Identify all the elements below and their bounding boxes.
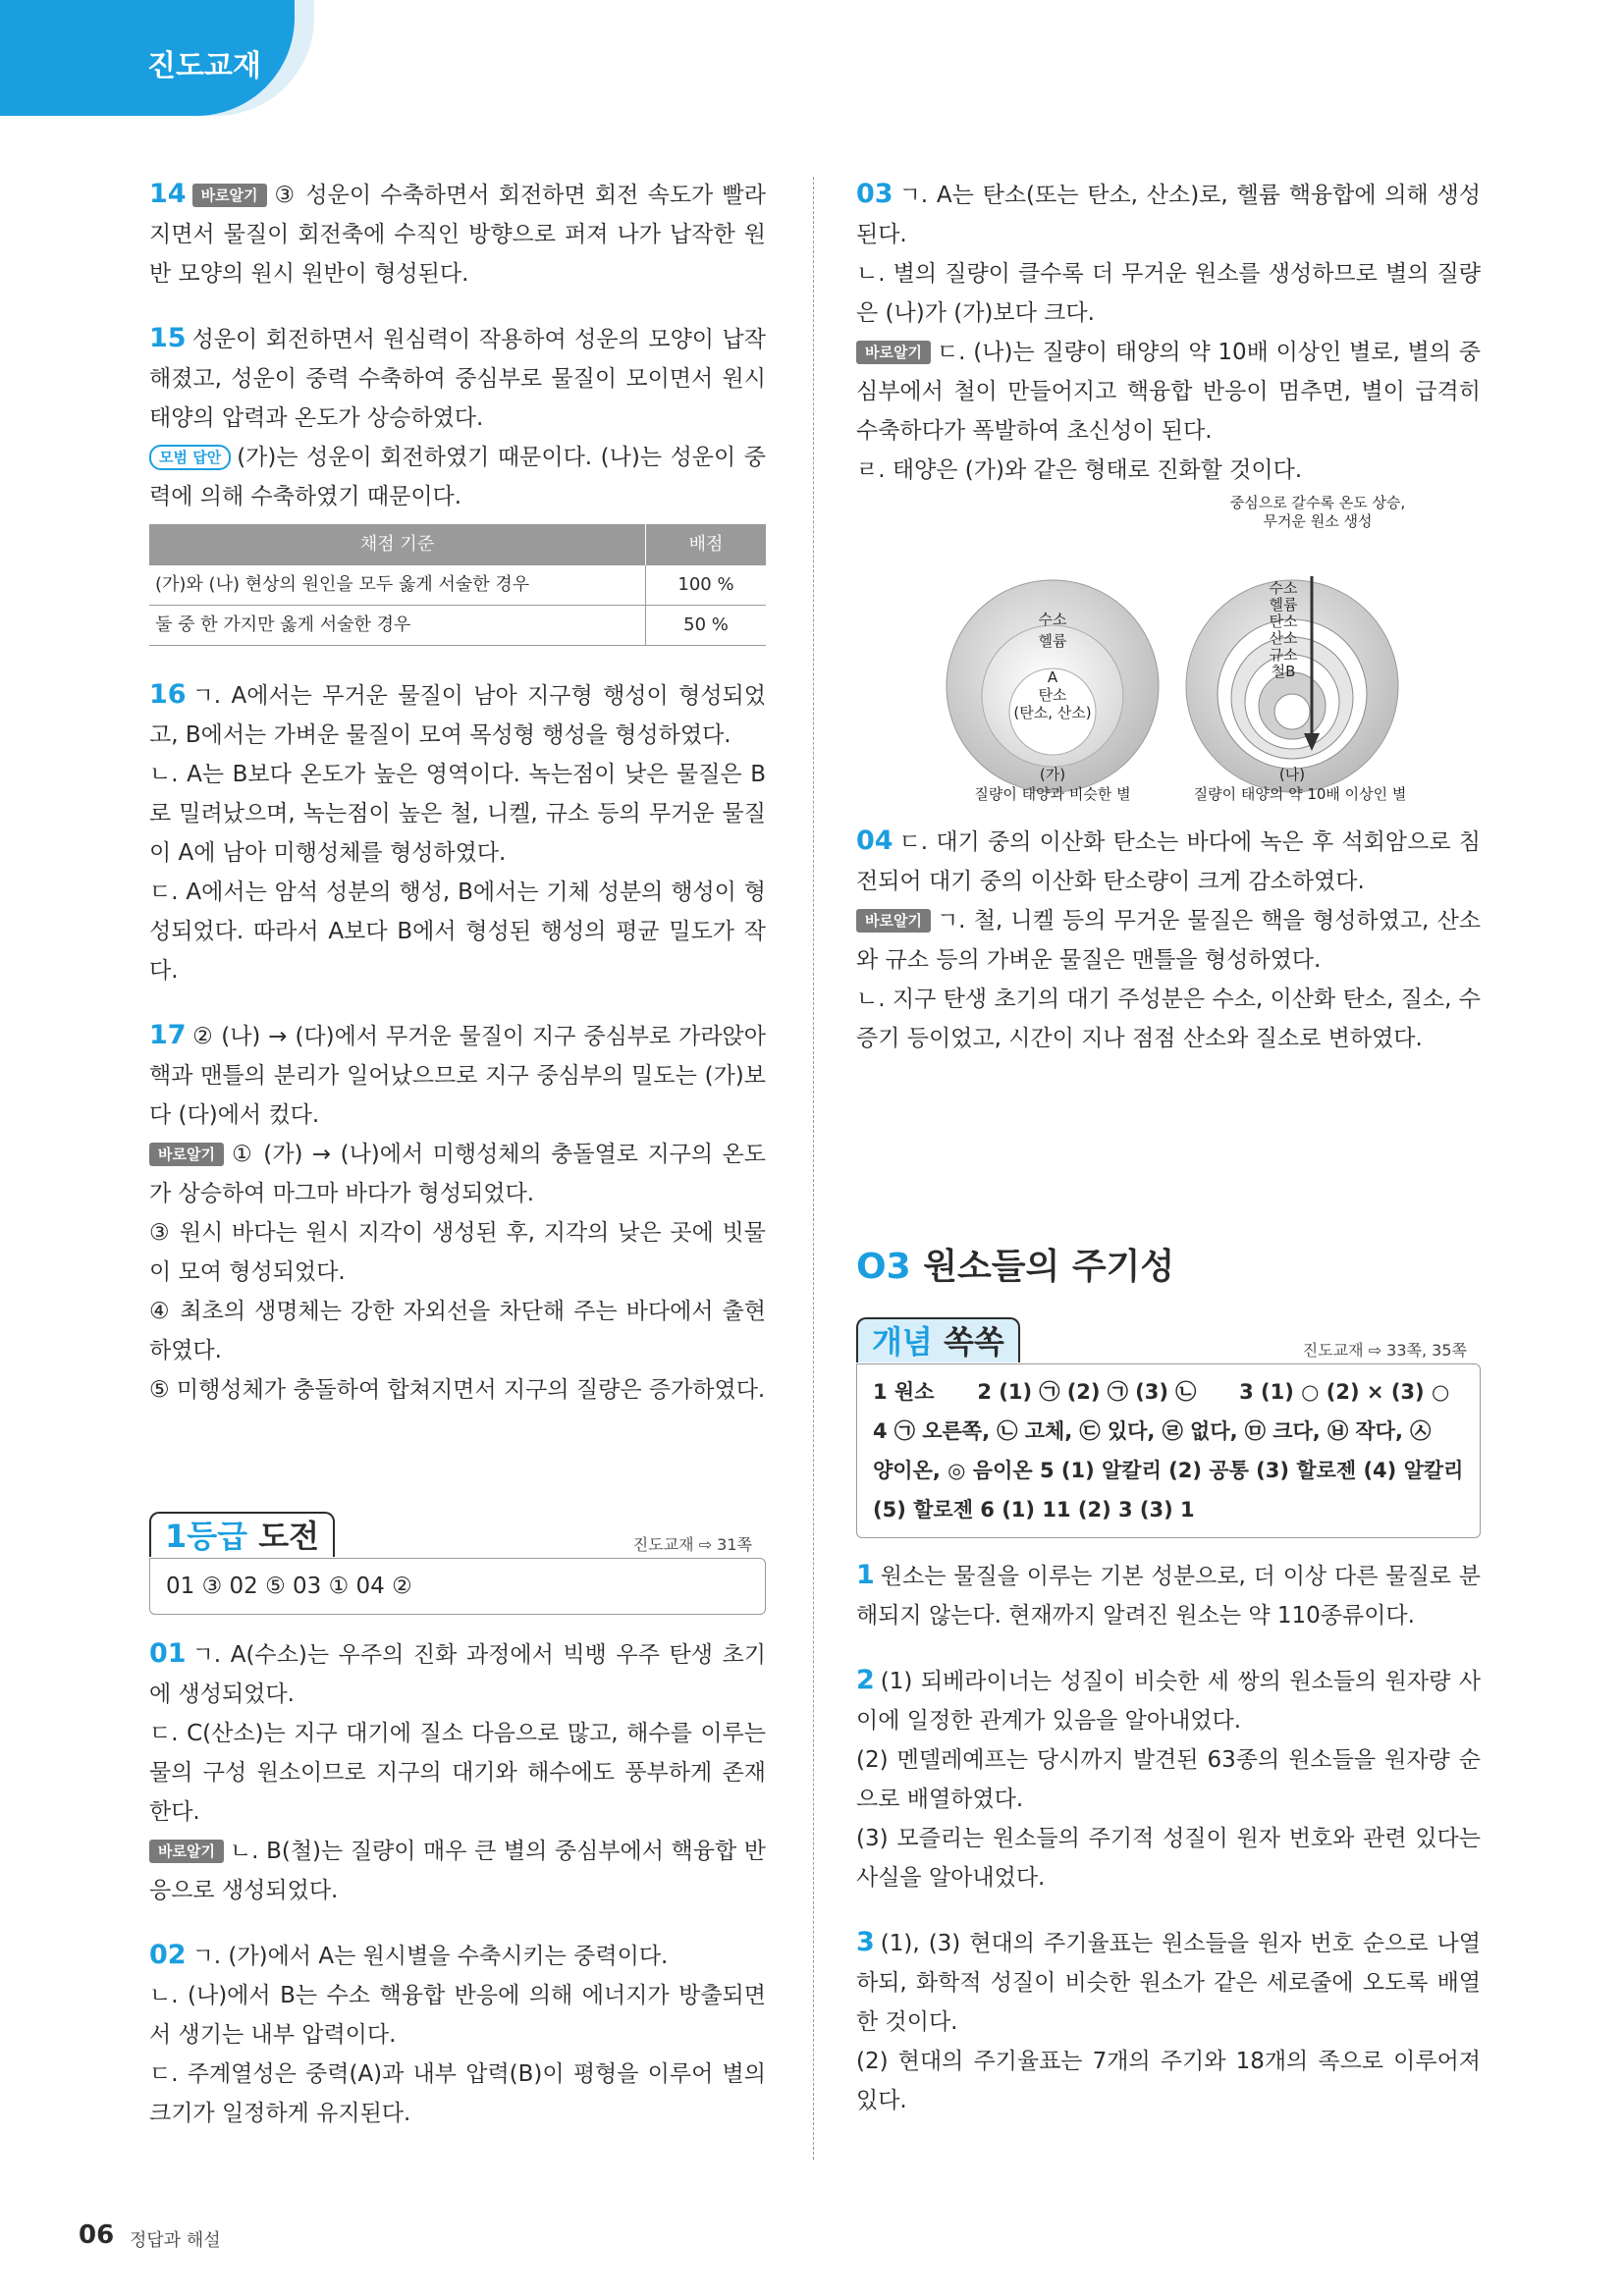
concept-answer-line: 1 원소 2 (1) ㉠ (2) ㉠ (3) ㉡ 3 (1) ○ (2) × (3) ○	[873, 1380, 1450, 1404]
challenge-answers	[149, 1558, 766, 1615]
page-reference: 진도교재 ⇨ 33쪽, 35쪽	[1302, 1341, 1467, 1360]
answer-number: 04	[856, 826, 893, 856]
concept-box	[856, 1317, 1481, 1538]
answer-number: 03	[856, 179, 893, 209]
answer-text: ④ 최초의 생명체는 강한 자외선을 차단해 주는 바다에서 출현하였다.	[149, 1299, 766, 1363]
model-answer	[149, 438, 766, 516]
challenge-heading	[149, 1512, 335, 1557]
answer-text: (3) 모즐리는 원소들의 주기적 성질이 원자 번호와 관련 있다는 사실을 알아내었다.	[856, 1826, 1481, 1891]
challenge-answer-list: 01 ③ 02 ⑤ 03 ① 04 ②	[166, 1574, 412, 1599]
answer-02	[149, 1936, 766, 1976]
correction	[856, 333, 1481, 451]
column-divider	[813, 177, 814, 2160]
layer-label: 규소	[1269, 646, 1298, 664]
layer-label: 탄소	[1269, 613, 1298, 630]
core-label-element: 탄소	[1038, 686, 1067, 704]
answer-text: ③ 원시 바다는 원시 지각이 생성된 후, 지각의 낮은 곳에 빗물이 모여 형성되었다.	[149, 1220, 766, 1285]
answer-text: (2) 멘델레예프는 당시까지 발견된 63종의 원소들을 원자량 순으로 배열하였다.	[856, 1747, 1481, 1812]
left-column	[149, 175, 766, 2133]
answer-text: ㄷ. 주계열성은 중력(A)과 내부 압력(B)이 평형을 이루어 별의 크기가 일정하게 유지된다.	[149, 2061, 766, 2126]
table-cell: 둘 중 한 가지만 옳게 서술한 경우	[149, 606, 646, 646]
answer-text: ㄷ. A에서는 암석 성분의 행성, B에서는 기체 성분의 행성이 형성되었다. 따라서 A보다 B에서 형성된 행성의 평균 밀도가 작다.	[149, 880, 766, 984]
answer-text: ㄷ. C(산소)는 지구 대기에 질소 다음으로 많고, 해수를 이루는 물의 구성 원소이므로 지구의 대기와 해수에도 풍부하게 존재한다.	[149, 1721, 766, 1825]
answer-text: ⑤ 미행성체가 충돌하여 합쳐지면서 지구의 질량은 증가하였다.	[149, 1377, 766, 1403]
answer-number: 15	[149, 323, 187, 353]
section-number: O3	[856, 1247, 911, 1287]
correction-badge: 바로알기	[856, 909, 931, 933]
challenge-heading-accent: 1등급	[165, 1518, 248, 1555]
core-label	[1003, 668, 1102, 721]
answer-15	[149, 319, 766, 438]
core-label: 철B	[1271, 663, 1296, 680]
answer-text: ㄷ. 대기 중의 이산화 탄소는 바다에 녹은 후 석회암으로 침전되어 대기 중의 이산화 탄소량이 크게 감소하였다.	[856, 829, 1481, 894]
table-row	[149, 565, 766, 606]
table-header: 채점 기준	[149, 524, 646, 565]
scoring-table	[149, 524, 766, 646]
answer-text: ㄱ. A에서는 무거운 물질이 남아 지구형 행성이 형성되었고, B에서는 가벼운 물질이 모여 목성형 행성을 형성하였다.	[149, 683, 766, 748]
concept-answer-1	[856, 1556, 1481, 1635]
answer-number: 17	[149, 1020, 187, 1050]
concept-heading-accent: 쏙쏙	[943, 1323, 1004, 1361]
answer-number: 02	[149, 1940, 187, 1970]
concept-heading-text: 개념	[872, 1323, 944, 1361]
answer-text: ㄱ. (가)에서 A는 원시별을 수축시키는 중력이다.	[191, 1944, 669, 1969]
layer-label: 수소	[1038, 611, 1067, 628]
answer-text: ② (나) → (다)에서 무거운 물질이 지구 중심부로 가라앉아 핵과 맨틀의 분리가 일어났으므로 지구 중심부의 밀도는 (가)보다 (다)에서 컸다.	[149, 1024, 766, 1128]
answer-text: (2) 현대의 주기율표는 7개의 주기와 18개의 족으로 이루어져 있다.	[856, 2049, 1481, 2113]
answer-17	[149, 1016, 766, 1135]
model-answer-badge: 모범 답안	[149, 445, 231, 470]
answer-text: ㄴ. 지구 탄생 초기의 대기 주성분은 수소, 이산화 탄소, 질소, 수증기 등이었고, 시간이 지나 점점 산소와 질소로 변하였다.	[856, 987, 1481, 1051]
correction-badge: 바로알기	[192, 184, 267, 207]
correction-badge: 바로알기	[149, 1840, 224, 1863]
answer-number: 14	[149, 179, 187, 209]
header-title: 진도교재	[147, 49, 261, 83]
concept-answer-2	[856, 1661, 1481, 1740]
layer-labels	[1259, 580, 1308, 680]
figure-caption-b: 질량이 태양의 약 10배 이상인 별	[1193, 785, 1407, 803]
concept-heading	[856, 1317, 1020, 1362]
concept-answers	[856, 1363, 1481, 1538]
concept-answer-3	[856, 1923, 1481, 2042]
arrow-caption	[1219, 494, 1416, 531]
answer-14	[149, 175, 766, 294]
table-cell: 100 %	[646, 565, 767, 606]
layer-label: 산소	[1269, 629, 1298, 647]
answer-text: ㄱ. 철, 니켈 등의 무거운 물질은 핵을 형성하였고, 산소와 규소 등의 가벼운 물질은 맨틀을 형성하였다.	[856, 908, 1481, 973]
layer-label: 수소	[1269, 579, 1298, 597]
answer-text: ㄴ. (나)에서 B는 수소 핵융합 반응에 의해 에너지가 방출되면서 생기는 내부 압력이다.	[149, 1983, 766, 2048]
answer-text: 원소는 물질을 이루는 기본 성분으로, 더 이상 다른 물질로 분해되지 않는다. 현재까지 알려진 원소는 약 110종류이다.	[856, 1564, 1481, 1629]
challenge-box	[149, 1512, 766, 1615]
answer-number: 01	[149, 1638, 187, 1669]
correction	[856, 901, 1481, 980]
answer-text: (1) 되베라이너는 성질이 비슷한 세 쌍의 원소들의 원자량 사이에 일정한 관계가 있음을 알아내었다.	[856, 1669, 1481, 1734]
core-label-detail: (탄소, 산소)	[1013, 704, 1092, 721]
page-reference: 진도교재 ⇨ 31쪽	[632, 1535, 752, 1554]
page-number: 06	[79, 2220, 115, 2250]
answer-number: 3	[856, 1927, 875, 1957]
arrow-caption-line: 무거운 원소 생성	[1263, 512, 1373, 530]
answer-text: (1), (3) 현대의 주기율표는 원소들을 원자 번호 순으로 나열하되, 화학적 성질이 비슷한 원소가 같은 세로줄에 오도록 배열한 것이다.	[856, 1931, 1481, 2035]
figure-label-b: (나)	[1278, 766, 1306, 783]
table-cell: (가)와 (나) 현상의 원인을 모두 옳게 서술한 경우	[149, 565, 646, 606]
section-title	[856, 1243, 1481, 1292]
section-title-text: 원소들의 주기성	[910, 1247, 1175, 1287]
arrow-caption-line: 중심으로 갈수록 온도 상승,	[1229, 494, 1406, 511]
answer-text: ㄹ. 태양은 (가)와 같은 형태로 진화할 것이다.	[856, 457, 1303, 483]
answer-text: ㄴ. B(철)는 질량이 매우 큰 별의 중심부에서 핵융합 반응으로 생성되었다.	[149, 1839, 766, 1903]
answer-number: 1	[856, 1560, 875, 1590]
answer-04	[856, 822, 1481, 901]
right-column	[856, 175, 1481, 2120]
layer-label: 헬륨	[1269, 596, 1298, 614]
answer-text: ㄷ. (나)는 질량이 태양의 약 10배 이상인 별로, 별의 중심부에서 철이 만들어지고 핵융합 반응이 멈추면, 별이 급격히 수축하다가 폭발하여 초신성이 된다.	[856, 340, 1481, 444]
answer-text: ㄴ. 별의 질량이 클수록 더 무거운 원소를 생성하므로 별의 질량은 (나)가 (가)보다 크다.	[856, 261, 1481, 326]
figure-label-a: (가)	[1039, 766, 1066, 783]
model-answer-text: (가)는 성운이 회전하였기 때문이다. (나)는 성운이 중력에 의해 수축하였기 때문이다.	[149, 445, 766, 509]
challenge-heading-text: 도전	[247, 1518, 320, 1555]
answer-text: ③ 성운이 수축하면서 회전하면 회전 속도가 빨라지면서 물질이 회전축에 수직인 방향으로 퍼져 나가 납작한 원반 모양의 원시 원반이 형성된다.	[149, 183, 766, 287]
answer-text: ① (가) → (나)에서 미행성체의 충돌열로 지구의 온도가 상승하여 마그마 바다가 형성되었다.	[149, 1142, 766, 1206]
footer-label: 정답과 해설	[130, 2230, 221, 2251]
star-b-core	[1274, 694, 1310, 729]
answer-16	[149, 675, 766, 755]
concept-answer-line: (5) 할로젠 6 (1) 11 (2) 3 (3) 1	[873, 1498, 1195, 1522]
correction	[149, 1135, 766, 1213]
answer-text: ㄴ. A는 B보다 온도가 높은 영역이다. 녹는점이 낮은 물질은 B로 밀려났으며, 녹는점이 높은 철, 니켈, 규소 등의 무거운 물질이 A에 남아 미행성체를 형성하였다.	[149, 762, 766, 866]
answer-text: ㄱ. A는 탄소(또는 탄소, 산소)로, 헬륨 핵융합에 의해 생성된다.	[856, 183, 1481, 247]
answer-text: ㄱ. A(수소)는 우주의 진화 과정에서 빅뱅 우주 탄생 초기에 생성되었다.	[149, 1642, 766, 1707]
answer-number: 16	[149, 679, 187, 710]
answer-number: 2	[856, 1665, 875, 1695]
star-diagram	[856, 494, 1481, 808]
answer-03	[856, 175, 1481, 254]
table-header-row	[149, 524, 766, 565]
correction-badge: 바로알기	[149, 1143, 224, 1166]
correction	[149, 1832, 766, 1910]
core-label-letter: A	[1047, 668, 1058, 686]
table-row	[149, 606, 766, 646]
table-header: 배점	[646, 524, 767, 565]
correction-badge: 바로알기	[856, 341, 931, 364]
figure-caption-a: 질량이 태양과 비슷한 별	[974, 785, 1131, 803]
table-cell: 50 %	[646, 606, 767, 646]
answer-text: 성운이 회전하면서 원심력이 작용하여 성운의 모양이 납작해졌고, 성운이 중력 수축하여 중심부로 물질이 모이면서 원시 태양의 압력과 온도가 상승하였다.	[149, 327, 766, 431]
answer-01	[149, 1634, 766, 1714]
concept-answer-line: 4 ㉠ 오른쪽, ㉡ 고체, ㉢ 있다, ㉣ 없다, ㉤ 크다, ㉥ 작다, ㉦	[873, 1419, 1432, 1443]
star-structure-figure	[856, 494, 1481, 808]
concept-answer-line: 양이온, ◎ 음이온 5 (1) 알칼리 (2) 공통 (3) 할로젠 (4) 알칼리	[873, 1459, 1464, 1482]
layer-label: 헬륨	[1038, 632, 1067, 650]
